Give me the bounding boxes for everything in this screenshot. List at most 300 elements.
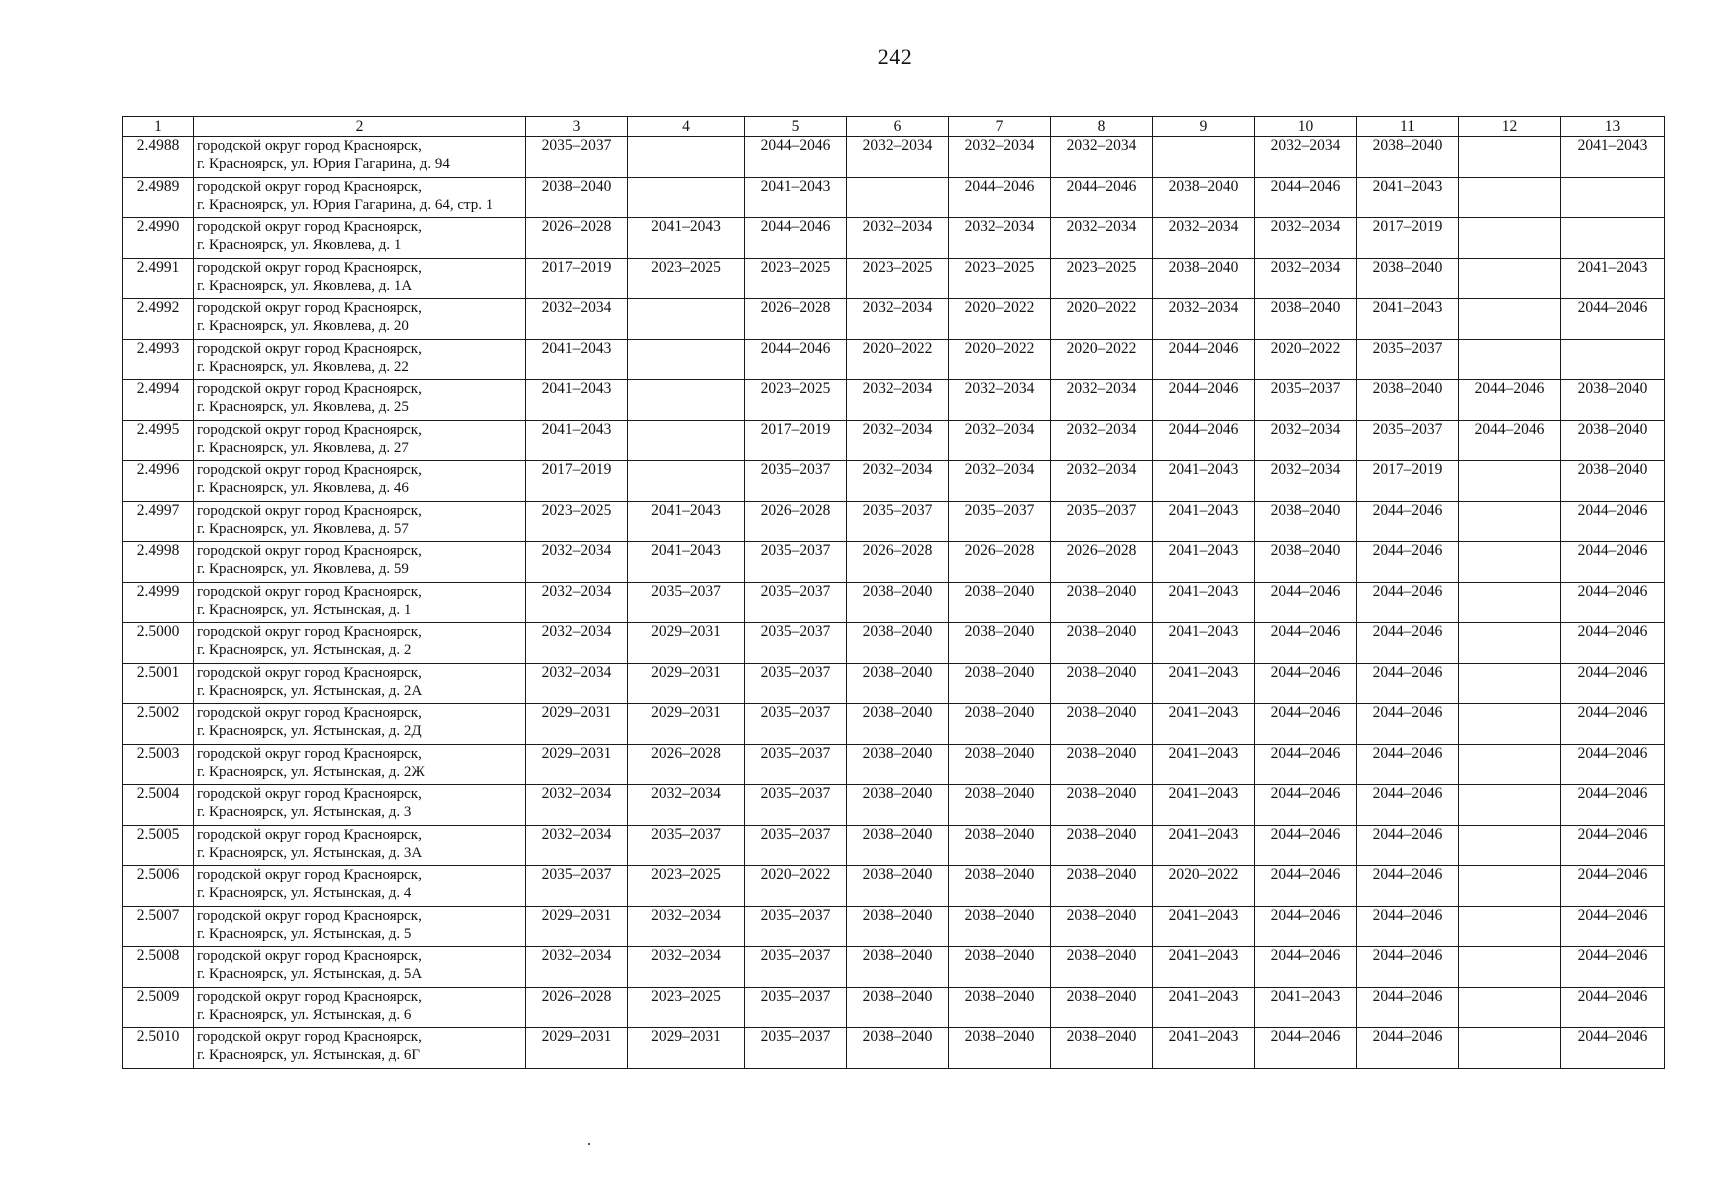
address-cell (194, 380, 526, 421)
table-row (123, 987, 1665, 1028)
period-cell-col-10: 2044–2046 (1255, 663, 1357, 704)
period-cell-col-12 (1459, 785, 1561, 826)
period-cell-col-12 (1459, 947, 1561, 988)
period-cell-col-11: 2041–2043 (1357, 177, 1459, 218)
row-number: 2.5003 (123, 744, 194, 785)
period-cell-col-9: 2041–2043 (1153, 1028, 1255, 1069)
period-cell-col-9: 2041–2043 (1153, 542, 1255, 583)
row-number: 2.4998 (123, 542, 194, 583)
period-cell-col-11: 2044–2046 (1357, 744, 1459, 785)
address-cell (194, 420, 526, 461)
address-cell (194, 704, 526, 745)
period-cell-col-3: 2032–2034 (526, 582, 628, 623)
address-cell (194, 906, 526, 947)
period-cell-col-4 (628, 461, 745, 502)
period-cell-col-10: 2044–2046 (1255, 825, 1357, 866)
period-cell-col-3: 2032–2034 (526, 299, 628, 340)
period-cell-col-11: 2044–2046 (1357, 623, 1459, 664)
period-cell-col-4: 2023–2025 (628, 866, 745, 907)
period-cell-col-7: 2038–2040 (949, 866, 1051, 907)
period-cell-col-11: 2035–2037 (1357, 339, 1459, 380)
address-line-municipality: городской округ город Красноярск, (197, 786, 422, 802)
repair-schedule-table (122, 116, 1665, 1069)
period-cell-col-3: 2032–2034 (526, 663, 628, 704)
column-header-8: 8 (1051, 117, 1153, 137)
period-cell-col-4 (628, 380, 745, 421)
period-cell-col-10: 2032–2034 (1255, 258, 1357, 299)
period-cell-col-6: 2032–2034 (847, 218, 949, 259)
period-cell-col-5: 2035–2037 (745, 947, 847, 988)
period-cell-col-10: 2020–2022 (1255, 339, 1357, 380)
period-cell-col-9: 2041–2043 (1153, 461, 1255, 502)
period-cell-col-10: 2032–2034 (1255, 461, 1357, 502)
address-line-street: г. Красноярск, ул. Ястынская, д. 3А (197, 844, 423, 861)
row-number: 2.5001 (123, 663, 194, 704)
period-cell-col-12 (1459, 177, 1561, 218)
period-cell-col-5: 2035–2037 (745, 825, 847, 866)
address-line-municipality: городской округ город Красноярск, (197, 462, 422, 478)
period-cell-col-4 (628, 137, 745, 178)
address-cell (194, 501, 526, 542)
period-cell-col-9: 2041–2043 (1153, 906, 1255, 947)
period-cell-col-6: 2038–2040 (847, 785, 949, 826)
row-number: 2.4989 (123, 177, 194, 218)
row-number: 2.4993 (123, 339, 194, 380)
address-line-street: г. Красноярск, ул. Ястынская, д. 2А (197, 682, 423, 699)
table-row (123, 177, 1665, 218)
period-cell-col-4: 2029–2031 (628, 1028, 745, 1069)
period-cell-col-10: 2038–2040 (1255, 542, 1357, 583)
period-cell-col-11: 2044–2046 (1357, 501, 1459, 542)
period-cell-col-10: 2041–2043 (1255, 987, 1357, 1028)
column-header-5: 5 (745, 117, 847, 137)
period-cell-col-9: 2041–2043 (1153, 663, 1255, 704)
period-cell-col-8: 2020–2022 (1051, 299, 1153, 340)
period-cell-col-6: 2032–2034 (847, 380, 949, 421)
period-cell-col-6: 2032–2034 (847, 299, 949, 340)
table-row (123, 825, 1665, 866)
address-line-street: г. Красноярск, ул. Яковлева, д. 1А (197, 277, 413, 294)
row-number: 2.5008 (123, 947, 194, 988)
period-cell-col-11: 2044–2046 (1357, 987, 1459, 1028)
period-cell-col-8: 2035–2037 (1051, 501, 1153, 542)
period-cell-col-11: 2044–2046 (1357, 785, 1459, 826)
period-cell-col-13: 2044–2046 (1561, 299, 1665, 340)
period-cell-col-12 (1459, 218, 1561, 259)
period-cell-col-13: 2044–2046 (1561, 744, 1665, 785)
period-cell-col-3: 2029–2031 (526, 906, 628, 947)
address-line-street: г. Красноярск, ул. Ястынская, д. 4 (197, 885, 412, 901)
period-cell-col-7: 2032–2034 (949, 461, 1051, 502)
address-line-municipality: городской округ город Красноярск, (197, 300, 422, 316)
period-cell-col-5: 2035–2037 (745, 744, 847, 785)
period-cell-col-8: 2032–2034 (1051, 461, 1153, 502)
address-line-municipality: городской округ город Красноярск, (197, 948, 422, 964)
period-cell-col-9: 2044–2046 (1153, 420, 1255, 461)
period-cell-col-12 (1459, 623, 1561, 664)
column-header-10: 10 (1255, 117, 1357, 137)
period-cell-col-6: 2032–2034 (847, 137, 949, 178)
period-cell-col-4 (628, 420, 745, 461)
period-cell-col-13: 2038–2040 (1561, 380, 1665, 421)
address-line-municipality: городской округ город Красноярск, (197, 502, 422, 519)
period-cell-col-3: 2032–2034 (526, 623, 628, 664)
address-line-street: г. Красноярск, ул. Ястынская, д. 1 (197, 601, 412, 618)
period-cell-col-3: 2041–2043 (526, 420, 628, 461)
period-cell-col-5: 2023–2025 (745, 258, 847, 299)
address-line-street: г. Красноярск, ул. Ястынская, д. 3 (197, 804, 412, 820)
period-cell-col-4: 2041–2043 (628, 218, 745, 259)
period-cell-col-10: 2035–2037 (1255, 380, 1357, 421)
period-cell-col-6: 2038–2040 (847, 866, 949, 907)
period-cell-col-3: 2032–2034 (526, 785, 628, 826)
period-cell-col-9: 2032–2034 (1153, 299, 1255, 340)
period-cell-col-3: 2035–2037 (526, 137, 628, 178)
period-cell-col-12 (1459, 582, 1561, 623)
period-cell-col-9: 2038–2040 (1153, 258, 1255, 299)
period-cell-col-8: 2038–2040 (1051, 785, 1153, 826)
period-cell-col-11: 2041–2043 (1357, 299, 1459, 340)
period-cell-col-3: 2026–2028 (526, 987, 628, 1028)
table-row (123, 339, 1665, 380)
address-line-street: г. Красноярск, ул. Яковлева, д. 20 (197, 318, 409, 334)
table-row (123, 218, 1665, 259)
period-cell-col-7: 2038–2040 (949, 663, 1051, 704)
row-number: 2.4999 (123, 582, 194, 623)
address-cell (194, 623, 526, 664)
period-cell-col-9: 2041–2043 (1153, 501, 1255, 542)
address-line-street: г. Красноярск, ул. Яковлева, д. 59 (197, 561, 409, 577)
address-line-street: г. Красноярск, ул. Ястынская, д. 5 (197, 925, 412, 942)
column-header-2: 2 (194, 117, 526, 137)
period-cell-col-3: 2032–2034 (526, 825, 628, 866)
period-cell-col-6: 2038–2040 (847, 1028, 949, 1069)
period-cell-col-5: 2035–2037 (745, 1028, 847, 1069)
period-cell-col-5: 2026–2028 (745, 299, 847, 340)
period-cell-col-5: 2044–2046 (745, 339, 847, 380)
period-cell-col-9: 2041–2043 (1153, 987, 1255, 1028)
period-cell-col-3: 2032–2034 (526, 947, 628, 988)
period-cell-col-5: 2035–2037 (745, 582, 847, 623)
table-row (123, 299, 1665, 340)
row-number: 2.5005 (123, 825, 194, 866)
column-header-3: 3 (526, 117, 628, 137)
period-cell-col-6: 2023–2025 (847, 258, 949, 299)
period-cell-col-11: 2044–2046 (1357, 947, 1459, 988)
period-cell-col-8: 2038–2040 (1051, 987, 1153, 1028)
period-cell-col-12 (1459, 744, 1561, 785)
period-cell-col-13: 2041–2043 (1561, 137, 1665, 178)
period-cell-col-13: 2038–2040 (1561, 461, 1665, 502)
address-cell (194, 299, 526, 340)
address-cell (194, 137, 526, 178)
table-row (123, 461, 1665, 502)
period-cell-col-5: 2035–2037 (745, 785, 847, 826)
period-cell-col-10: 2044–2046 (1255, 623, 1357, 664)
address-line-street: г. Красноярск, ул. Яковлева, д. 27 (197, 439, 409, 456)
period-cell-col-9: 2041–2043 (1153, 785, 1255, 826)
period-cell-col-11: 2044–2046 (1357, 704, 1459, 745)
period-cell-col-4: 2029–2031 (628, 663, 745, 704)
period-cell-col-3: 2029–2031 (526, 1028, 628, 1069)
period-cell-col-11: 2044–2046 (1357, 866, 1459, 907)
row-number: 2.4990 (123, 218, 194, 259)
address-line-municipality: городской округ город Красноярск, (197, 664, 422, 681)
period-cell-col-12 (1459, 339, 1561, 380)
period-cell-col-10: 2032–2034 (1255, 218, 1357, 259)
row-number: 2.5004 (123, 785, 194, 826)
column-header-7: 7 (949, 117, 1051, 137)
period-cell-col-10: 2044–2046 (1255, 947, 1357, 988)
row-number: 2.4992 (123, 299, 194, 340)
period-cell-col-8: 2038–2040 (1051, 866, 1153, 907)
period-cell-col-10: 2032–2034 (1255, 137, 1357, 178)
period-cell-col-6: 2038–2040 (847, 906, 949, 947)
column-header-12: 12 (1459, 117, 1561, 137)
address-line-municipality: городской округ город Красноярск, (197, 381, 422, 397)
period-cell-col-6: 2038–2040 (847, 704, 949, 745)
period-cell-col-13: 2044–2046 (1561, 704, 1665, 745)
period-cell-col-4: 2029–2031 (628, 623, 745, 664)
period-cell-col-6: 2038–2040 (847, 947, 949, 988)
period-cell-col-7: 2038–2040 (949, 825, 1051, 866)
period-cell-col-5: 2026–2028 (745, 501, 847, 542)
period-cell-col-10: 2038–2040 (1255, 501, 1357, 542)
period-cell-col-4 (628, 299, 745, 340)
period-cell-col-8: 2038–2040 (1051, 947, 1153, 988)
period-cell-col-5: 2035–2037 (745, 906, 847, 947)
period-cell-col-12 (1459, 663, 1561, 704)
period-cell-col-13 (1561, 218, 1665, 259)
period-cell-col-13: 2044–2046 (1561, 542, 1665, 583)
period-cell-col-5: 2035–2037 (745, 623, 847, 664)
address-line-municipality: городской округ город Красноярск, (197, 745, 422, 762)
period-cell-col-8: 2032–2034 (1051, 218, 1153, 259)
address-line-municipality: городской округ город Красноярск, (197, 826, 422, 843)
period-cell-col-7: 2020–2022 (949, 339, 1051, 380)
period-cell-col-6: 2020–2022 (847, 339, 949, 380)
period-cell-col-6: 2038–2040 (847, 987, 949, 1028)
period-cell-col-8: 2038–2040 (1051, 825, 1153, 866)
period-cell-col-7: 2038–2040 (949, 785, 1051, 826)
table-row (123, 785, 1665, 826)
period-cell-col-6: 2032–2034 (847, 420, 949, 461)
row-number: 2.4988 (123, 137, 194, 178)
period-cell-col-7: 2023–2025 (949, 258, 1051, 299)
period-cell-col-9: 2041–2043 (1153, 704, 1255, 745)
period-cell-col-10: 2044–2046 (1255, 177, 1357, 218)
table-row (123, 663, 1665, 704)
period-cell-col-7: 2032–2034 (949, 137, 1051, 178)
period-cell-col-3: 2017–2019 (526, 258, 628, 299)
address-cell (194, 461, 526, 502)
period-cell-col-4: 2023–2025 (628, 258, 745, 299)
address-line-street: г. Красноярск, ул. Юрия Гагарина, д. 64, стр. 1 (197, 196, 494, 213)
address-line-street: г. Красноярск, ул. Яковлева, д. 1 (197, 237, 402, 253)
period-cell-col-12: 2044–2046 (1459, 420, 1561, 461)
period-cell-col-11: 2044–2046 (1357, 906, 1459, 947)
period-cell-col-5: 2044–2046 (745, 137, 847, 178)
address-line-municipality: городской округ город Красноярск, (197, 988, 422, 1005)
table-row (123, 947, 1665, 988)
address-cell (194, 177, 526, 218)
period-cell-col-4: 2026–2028 (628, 744, 745, 785)
row-number: 2.4996 (123, 461, 194, 502)
period-cell-col-11: 2044–2046 (1357, 542, 1459, 583)
period-cell-col-9: 2041–2043 (1153, 623, 1255, 664)
period-cell-col-3: 2023–2025 (526, 501, 628, 542)
row-number: 2.4997 (123, 501, 194, 542)
period-cell-col-12 (1459, 542, 1561, 583)
row-number: 2.5006 (123, 866, 194, 907)
period-cell-col-10: 2038–2040 (1255, 299, 1357, 340)
scan-dot (588, 1143, 590, 1145)
row-number: 2.4995 (123, 420, 194, 461)
period-cell-col-12 (1459, 704, 1561, 745)
period-cell-col-10: 2044–2046 (1255, 866, 1357, 907)
period-cell-col-11: 2044–2046 (1357, 663, 1459, 704)
table-row (123, 137, 1665, 178)
table-row (123, 704, 1665, 745)
address-cell (194, 866, 526, 907)
address-line-municipality: городской округ город Красноярск, (197, 138, 422, 154)
address-line-municipality: городской округ город Красноярск, (197, 219, 422, 235)
period-cell-col-13: 2044–2046 (1561, 866, 1665, 907)
address-line-street: г. Красноярск, ул. Ястынская, д. 2Д (197, 723, 422, 739)
period-cell-col-7: 2038–2040 (949, 1028, 1051, 1069)
period-cell-col-13: 2044–2046 (1561, 785, 1665, 826)
table-row (123, 866, 1665, 907)
period-cell-col-10: 2044–2046 (1255, 744, 1357, 785)
period-cell-col-13: 2044–2046 (1561, 825, 1665, 866)
period-cell-col-12 (1459, 987, 1561, 1028)
address-cell (194, 542, 526, 583)
period-cell-col-9 (1153, 137, 1255, 178)
period-cell-col-13: 2044–2046 (1561, 582, 1665, 623)
header-row (123, 117, 1665, 137)
period-cell-col-6: 2035–2037 (847, 501, 949, 542)
address-cell (194, 258, 526, 299)
period-cell-col-4: 2023–2025 (628, 987, 745, 1028)
column-header-11: 11 (1357, 117, 1459, 137)
period-cell-col-9: 2020–2022 (1153, 866, 1255, 907)
period-cell-col-4 (628, 177, 745, 218)
period-cell-col-8: 2020–2022 (1051, 339, 1153, 380)
table-row (123, 906, 1665, 947)
address-cell (194, 582, 526, 623)
period-cell-col-11: 2035–2037 (1357, 420, 1459, 461)
column-header-6: 6 (847, 117, 949, 137)
period-cell-col-10: 2032–2034 (1255, 420, 1357, 461)
address-line-street: г. Красноярск, ул. Юрия Гагарина, д. 94 (197, 156, 450, 172)
table-row (123, 582, 1665, 623)
period-cell-col-6: 2038–2040 (847, 744, 949, 785)
period-cell-col-7: 2026–2028 (949, 542, 1051, 583)
address-line-street: г. Красноярск, ул. Ястынская, д. 6Г (197, 1047, 421, 1063)
table-body (123, 137, 1665, 1069)
column-header-13: 13 (1561, 117, 1665, 137)
period-cell-col-13: 2044–2046 (1561, 987, 1665, 1028)
period-cell-col-7: 2044–2046 (949, 177, 1051, 218)
period-cell-col-10: 2044–2046 (1255, 785, 1357, 826)
address-line-municipality: городской округ город Красноярск, (197, 340, 422, 357)
period-cell-col-7: 2035–2037 (949, 501, 1051, 542)
period-cell-col-11: 2044–2046 (1357, 1028, 1459, 1069)
period-cell-col-13 (1561, 339, 1665, 380)
address-line-municipality: городской округ город Красноярск, (197, 583, 422, 600)
period-cell-col-5: 2035–2037 (745, 663, 847, 704)
address-cell (194, 987, 526, 1028)
period-cell-col-6: 2038–2040 (847, 663, 949, 704)
period-cell-col-3: 2041–2043 (526, 339, 628, 380)
period-cell-col-8: 2038–2040 (1051, 1028, 1153, 1069)
row-number: 2.5002 (123, 704, 194, 745)
row-number: 2.5007 (123, 906, 194, 947)
period-cell-col-7: 2032–2034 (949, 218, 1051, 259)
period-cell-col-4: 2035–2037 (628, 582, 745, 623)
period-cell-col-10: 2044–2046 (1255, 704, 1357, 745)
address-cell (194, 1028, 526, 1069)
period-cell-col-8: 2032–2034 (1051, 137, 1153, 178)
period-cell-col-8: 2044–2046 (1051, 177, 1153, 218)
row-number: 2.4991 (123, 258, 194, 299)
column-header-1: 1 (123, 117, 194, 137)
period-cell-col-5: 2035–2037 (745, 987, 847, 1028)
table-row (123, 623, 1665, 664)
address-line-municipality: городской округ город Красноярск, (197, 1029, 422, 1045)
address-line-municipality: городской округ город Красноярск, (197, 178, 422, 195)
period-cell-col-13: 2041–2043 (1561, 258, 1665, 299)
period-cell-col-3: 2029–2031 (526, 744, 628, 785)
period-cell-col-12 (1459, 299, 1561, 340)
address-line-street: г. Красноярск, ул. Ястынская, д. 5А (197, 966, 423, 982)
address-cell (194, 825, 526, 866)
period-cell-col-8: 2026–2028 (1051, 542, 1153, 583)
period-cell-col-7: 2020–2022 (949, 299, 1051, 340)
period-cell-col-8: 2023–2025 (1051, 258, 1153, 299)
address-cell (194, 663, 526, 704)
period-cell-col-13 (1561, 177, 1665, 218)
period-cell-col-4: 2029–2031 (628, 704, 745, 745)
table-header (123, 117, 1665, 137)
period-cell-col-4: 2041–2043 (628, 501, 745, 542)
period-cell-col-3: 2041–2043 (526, 380, 628, 421)
period-cell-col-4 (628, 339, 745, 380)
period-cell-col-13: 2044–2046 (1561, 663, 1665, 704)
address-line-municipality: городской округ город Красноярск, (197, 421, 422, 438)
period-cell-col-13: 2038–2040 (1561, 420, 1665, 461)
period-cell-col-12 (1459, 866, 1561, 907)
row-number: 2.5010 (123, 1028, 194, 1069)
period-cell-col-3: 2032–2034 (526, 542, 628, 583)
period-cell-col-6: 2038–2040 (847, 623, 949, 664)
period-cell-col-3: 2026–2028 (526, 218, 628, 259)
period-cell-col-8: 2032–2034 (1051, 380, 1153, 421)
period-cell-col-13: 2044–2046 (1561, 906, 1665, 947)
row-number: 2.5000 (123, 623, 194, 664)
period-cell-col-7: 2038–2040 (949, 704, 1051, 745)
period-cell-col-12 (1459, 1028, 1561, 1069)
period-cell-col-5: 2020–2022 (745, 866, 847, 907)
period-cell-col-13: 2044–2046 (1561, 947, 1665, 988)
row-number: 2.5009 (123, 987, 194, 1028)
period-cell-col-12 (1459, 137, 1561, 178)
address-line-street: г. Красноярск, ул. Яковлева, д. 25 (197, 399, 409, 415)
address-cell (194, 218, 526, 259)
address-line-municipality: городской округ город Красноярск, (197, 543, 422, 559)
address-cell (194, 785, 526, 826)
row-number: 2.4994 (123, 380, 194, 421)
